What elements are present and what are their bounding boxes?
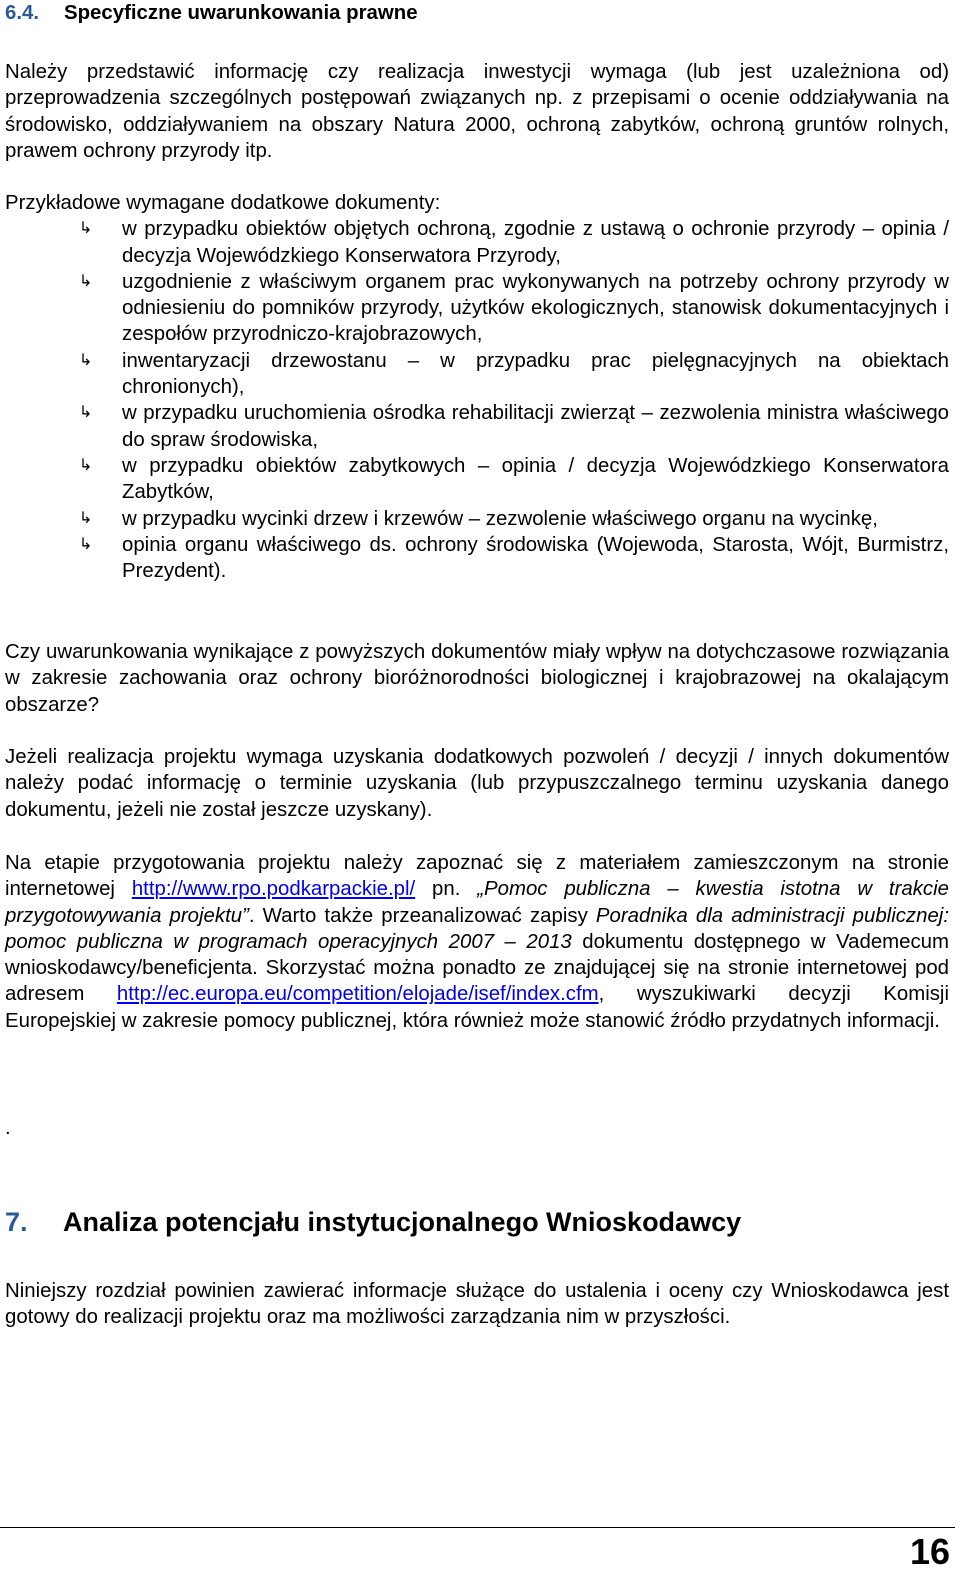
list-intro: Przykładowe wymagane dodatkowe dokumenty: bbox=[5, 192, 441, 214]
section-title: Specyficzne uwarunkowania prawne bbox=[64, 2, 418, 24]
text-run: Na etapie przygotowania projektu należy zapoznać się z materiałem zamieszczonym na stronie internetowej bbox=[5, 852, 949, 901]
documents-list bbox=[5, 216, 949, 584]
chapter-number: 7. bbox=[5, 1207, 28, 1237]
impact-question-block bbox=[5, 639, 949, 718]
chapter-intro-block bbox=[5, 1278, 949, 1331]
page-number: 16 bbox=[909, 1531, 950, 1572]
list-item bbox=[5, 269, 949, 348]
list-item-text: opinia organu właściwego ds. ochrony środowiska (Wojewoda, Starosta, Wójt, Burmistrz, Prezydent). bbox=[122, 533, 949, 583]
list-item bbox=[5, 348, 949, 401]
section-number: 6.4. bbox=[5, 2, 40, 24]
impact-question-paragraph: Czy uwarunkowania wynikające z powyższych dokumentów miały wpływ na dotychczasowe rozwiązania w zakresie zachowania oraz ochrony bioróżnorodności biologicznej i krajobrazowej na okalającym obszarze? bbox=[5, 641, 949, 716]
list-item-text: uzgodnienie z właściwym organem prac wykonywanych na potrzeby ochrony przyrody w odniesieniu do pomników przyrody, użytków ekologicznych, stanowisk dokumentacyjnych i zespołów przyrodniczo-krajobrazowych, bbox=[122, 270, 949, 346]
list-item-text: w przypadku obiektów objętych ochroną, zgodnie z ustawą o ochronie przyrody – opinia / decyzja Wojewódzkiego Konserwatora Przyrody, bbox=[122, 218, 949, 267]
list-item bbox=[5, 216, 949, 269]
text-run: . Warto także przeanalizować zapisy bbox=[248, 904, 596, 927]
arrow-bullet-icon: ↳ bbox=[79, 509, 93, 527]
documents-list-block bbox=[5, 190, 949, 584]
list-item bbox=[5, 400, 949, 453]
list-item-text: w przypadku obiektów zabytkowych – opinia / decyzja Wojewódzkiego Konserwatora Zabytków, bbox=[122, 454, 949, 504]
list-item bbox=[5, 453, 949, 506]
arrow-bullet-icon: ↳ bbox=[79, 272, 93, 290]
chapter-heading bbox=[5, 1205, 741, 1239]
arrow-bullet-icon: ↳ bbox=[79, 456, 93, 474]
state-aid-paragraph-block bbox=[5, 850, 949, 1034]
italic-title-run: „Pomoc publiczna – kwestia istotna w trakcie przygotowywania projektu” bbox=[5, 878, 949, 927]
footer-divider bbox=[0, 1527, 955, 1528]
section-heading bbox=[5, 0, 418, 26]
arrow-bullet-icon: ↳ bbox=[79, 220, 93, 238]
stray-dot: . bbox=[5, 1117, 11, 1139]
text-run: dokumentu dostępnego w Vademecum wnioskodawcy/beneficjenta. Skorzystać można ponadto ze znajdującej się na stronie internetowej pod adresem bbox=[5, 930, 950, 1006]
text-run: , wyszukiwarki decyzji Komisji Europejskiej w zakresie pomocy publicznej, która również może stanowić źródło przydatnych informacji. bbox=[5, 983, 949, 1032]
ec-europa-isef-link[interactable]: http://ec.europa.eu/competition/elojade/isef/index.cfm bbox=[116, 983, 599, 1006]
state-aid-paragraph bbox=[5, 850, 949, 1034]
italic-guide-title: Poradnika dla administracji publicznej: pomoc publiczna w programach operacyjnych 2007 – 2013 bbox=[5, 904, 949, 953]
arrow-bullet-icon: ↳ bbox=[79, 535, 93, 553]
list-item-text: inwentaryzacji drzewostanu – w przypadku prac pielęgnacyjnych na obiektach chronionych), bbox=[122, 349, 949, 399]
list-item bbox=[5, 532, 949, 585]
rpo-podkarpackie-link[interactable]: http://www.rpo.podkarpackie.pl/ bbox=[131, 878, 416, 901]
intro-paragraph-block bbox=[5, 59, 949, 164]
arrow-bullet-icon: ↳ bbox=[79, 404, 93, 422]
list-item bbox=[5, 506, 949, 532]
chapter-title: Analiza potencjału instytucjonalnego Wnioskodawcy bbox=[63, 1207, 742, 1237]
arrow-bullet-icon: ↳ bbox=[79, 351, 93, 369]
permits-paragraph: Jeżeli realizacja projektu wymaga uzyskania dodatkowych pozwoleń / decyzji / innych dokumentów należy podać informację o terminie uzyskania (lub przypuszczalnego terminu uzyskania danego dokumentu, jeżeli nie został jeszcze uzyskany). bbox=[5, 746, 949, 821]
list-item-text: w przypadku wycinki drzew i krzewów – zezwolenie właściwego organu na wycinkę, bbox=[122, 507, 878, 530]
chapter-intro-paragraph: Niniejszy rozdział powinien zawierać informacje służące do ustalenia i oceny czy Wnioskodawca jest gotowy do realizacji projektu oraz ma możliwości zarządzania nim w przyszłości. bbox=[5, 1280, 949, 1329]
text-run: pn. bbox=[415, 878, 478, 901]
list-item-text: w przypadku uruchomienia ośrodka rehabilitacji zwierząt – zezwolenia ministra właściwego do spraw środowiska, bbox=[122, 402, 949, 451]
permits-paragraph-block bbox=[5, 744, 949, 823]
intro-paragraph: Należy przedstawić informację czy realizacja inwestycji wymaga (lub jest uzależniona od) przeprowadzenia szczególnych postępowań związanych np. z przepisami o ocenie oddziaływania na środowisko, oddziaływaniem na obszary Natura 2000, ochroną zabytków, ochroną gruntów rolnych, prawem ochrony przyrody itp. bbox=[5, 61, 949, 162]
